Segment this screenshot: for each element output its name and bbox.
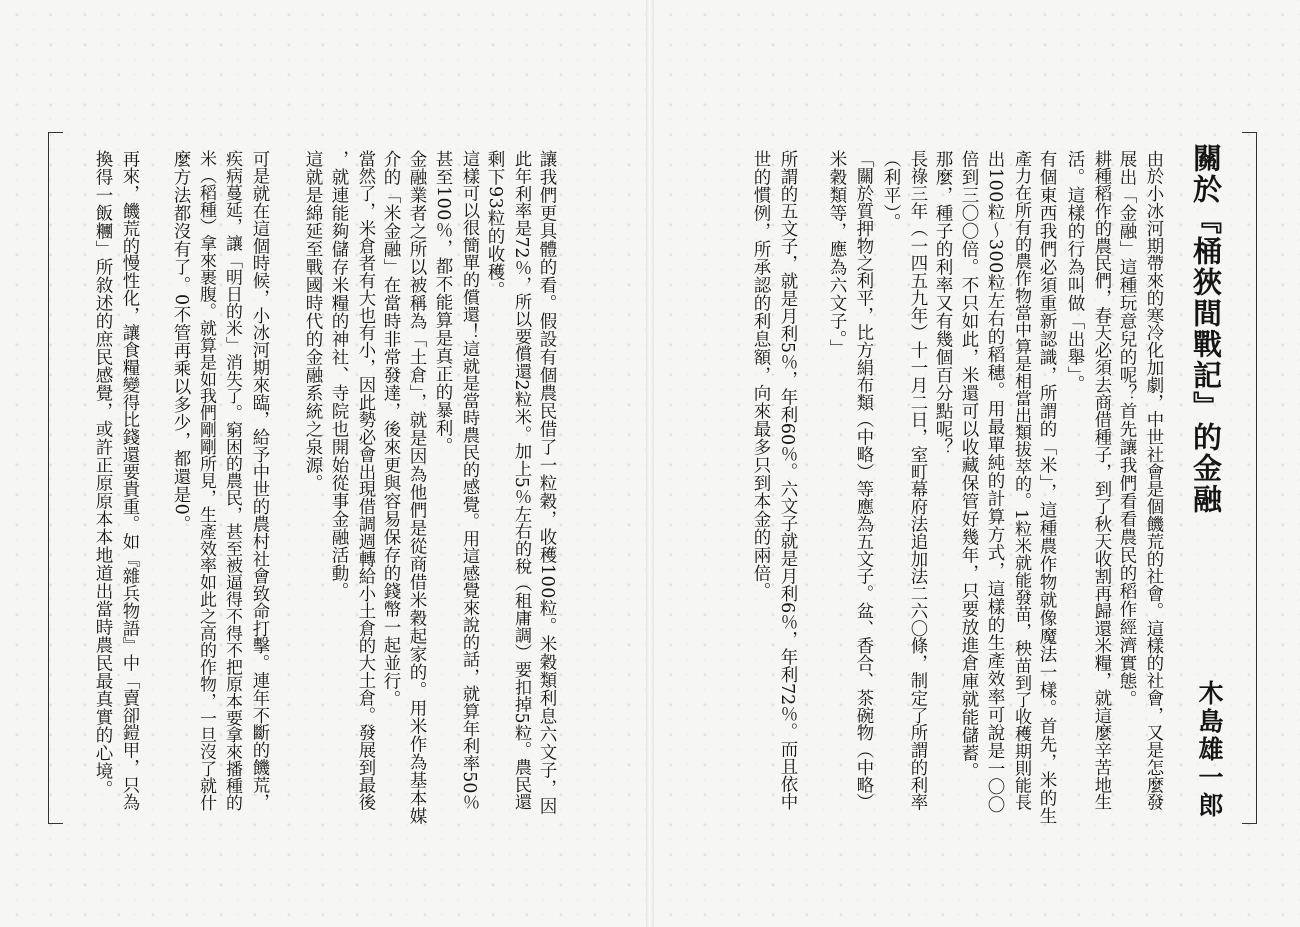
right-line-10: 長祿三年（一四五九年）十一月二日，室町幕府法追加法二六〇條，制定了所謂的利率 <box>907 150 927 811</box>
left-line-9: ，就連能夠儲存米糧的神社、寺院也開始從事金融活動。 <box>329 150 349 600</box>
article-author: 木島雄一郎 <box>1195 680 1224 820</box>
left-line-3: 剩下93粒的收穫。 <box>485 150 505 300</box>
left-line-6: 金融業者之所以被稱為「土倉」，就是因為他們是從商借米穀起家的。用米作為基本媒 <box>407 150 427 826</box>
page-gutter <box>646 0 654 927</box>
left-line-10: 這就是綿延至戰國時代的金融系統之泉源。 <box>303 150 323 492</box>
right-line-15: 世的慣例，所承認的利息額，向來最多只到本金的兩倍。 <box>751 150 771 600</box>
left-line-8: 當然了，米倉者有大也有小，因此勢必會出現借調週轉給小土倉的大土倉。發展到最後 <box>355 150 375 811</box>
right-line-4: 活。這樣的行為叫做「出舉」。 <box>1065 150 1085 394</box>
left-line-5: 甚至100％，都不能算是真正的暴利。 <box>433 150 453 455</box>
right-bracket <box>1242 132 1257 824</box>
article-title: 關於『桶狹間戰記』的金融 <box>1189 143 1223 515</box>
right-line-7: 出100粒～300粒左右的稻穗。用最單純的計算方式，這樣的生產效率可說是一〇〇 <box>985 150 1005 814</box>
right-page <box>654 0 1300 927</box>
right-line-9: 那麼，種子的利率又有幾個百分點呢？ <box>933 150 953 456</box>
right-line-11: （利平）。 <box>881 150 901 232</box>
left-line-14: 麼方法都沒有了。0不管再乘以多少，都還是0。 <box>171 150 191 534</box>
right-line-8: 倍到三〇〇倍。不只如此，米還可以收藏保管好幾年，只要放進倉庫就能儲蓄。 <box>959 150 979 780</box>
left-line-11: 可是就在這個時候，小冰河期來臨，給予中世的農村社會致命打擊。連年不斷的饑荒， <box>249 150 269 811</box>
right-line-14: 所謂的五文子，就是月利5％，年利60％。六文子就是月利6％，年利72％。而且依中 <box>777 150 797 810</box>
right-line-12: 「關於質押物之利平，比方絹布類（中略）等應為五文子。盆、香合、茶碗物（中略） <box>853 150 873 811</box>
left-line-12: 疾病蔓延，讓「明日的米」消失了。窮困的農民，甚至被逼得不得不把原本要拿來播種的 <box>223 150 243 812</box>
left-line-1: 讓我們更具體的看。假設有個農民借了一粒穀，收穫100粒。米穀類利息六文子，因 <box>537 150 557 815</box>
left-line-16: 換得一飯糰」所敘述的庶民感覺，或許正原原本本地道出當時農民最真實的心境。 <box>93 150 113 798</box>
left-line-15: 再來，饑荒的慢性化，讓食糧變得比錢還要貴重。如『雜兵物語』中「賣卻鎧甲，只為 <box>119 150 139 811</box>
left-line-2: 此年利率是72％，所以要償還2粒米。加上5％左右的稅（租庸調）要扣掉5粒。農民還 <box>511 150 531 811</box>
right-line-2: 展出「金融」這種玩意兒的呢？首先讓我們看看農民的稻作經濟實態。 <box>1117 150 1137 708</box>
left-line-4: 這樣可以很簡單的償還！這就是當時農民的感覺。用這感覺來說的話，就算年利率50％ <box>459 150 479 811</box>
left-page <box>0 0 646 927</box>
right-line-5: 有個東西我們必須重新認識，所謂的「米」，這種農作物就像魔法一樣。首先，米的生 <box>1037 150 1057 826</box>
right-line-6: 產力在所有的農作物當中算是相當出類拔萃的。1粒米就能發苗，秧苗到了收穫期則能長 <box>1011 150 1031 811</box>
left-bracket <box>48 132 63 824</box>
right-line-1: 由於小冰河期帶來的寒冷化加劇，中世社會是個饑荒的社會。這樣的社會，又是怎麼發 <box>1143 150 1163 811</box>
right-line-3: 耕種稻作的農民們，春天必須去商借種子，到了秋天收割再歸還米糧，就這麼辛苦地生 <box>1091 150 1111 811</box>
left-line-13: 米（稻種）拿來裹腹。就算是如我們剛剛所見，生產效率如此之高的作物，一旦沒了就什 <box>197 150 217 812</box>
right-line-13: 米穀類等，應為六文子。」 <box>827 150 847 358</box>
left-line-7: 介的「米金融」在當時非常發達，後來更與容易保存的錢幣一起並行。 <box>381 150 401 708</box>
